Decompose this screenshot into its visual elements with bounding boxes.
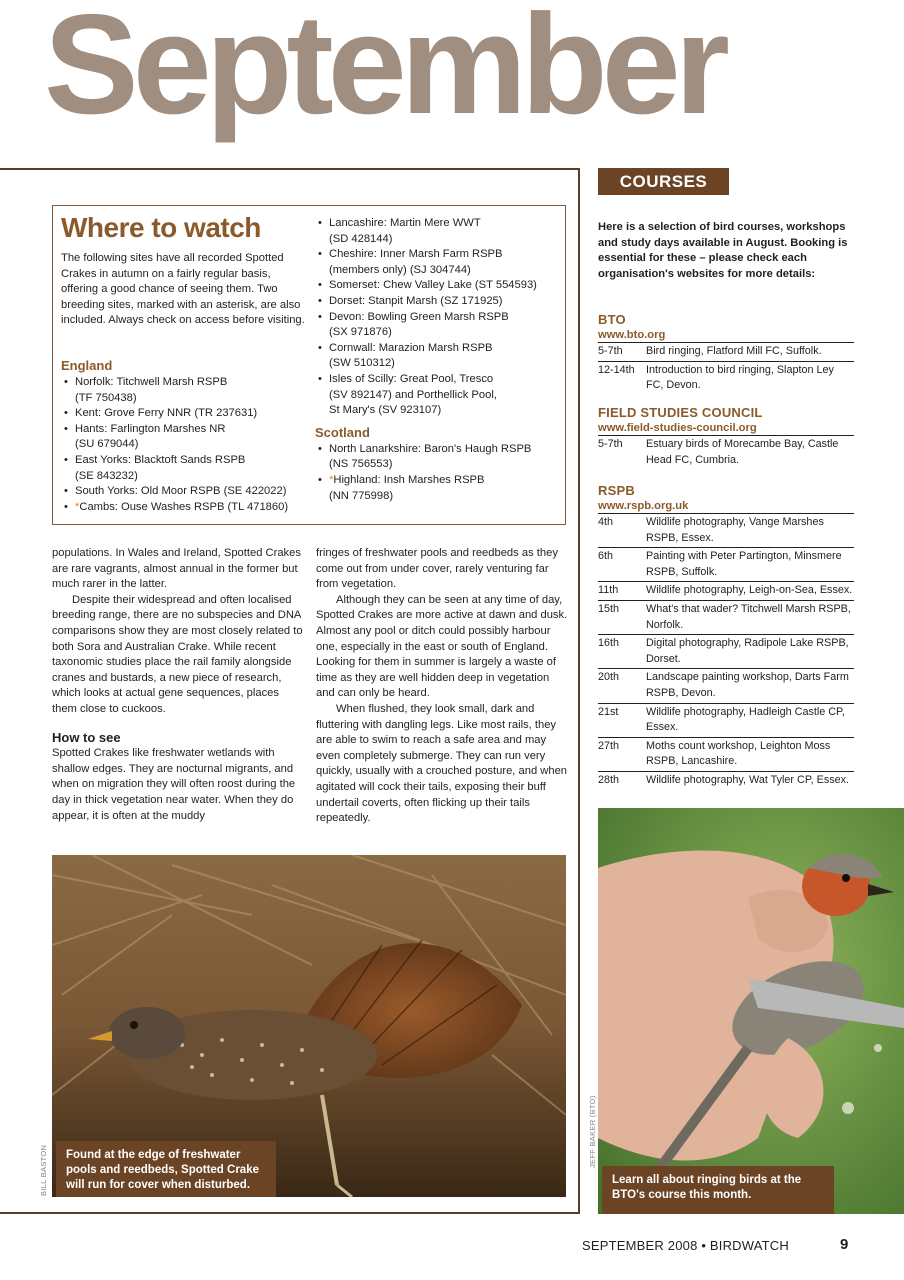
article-paragraph: populations. In Wales and Ireland, Spotted Crakes are rare vagrants, almost annual in the former but much rarer in the latter. xyxy=(52,547,301,591)
england-site-list xyxy=(61,375,311,515)
article-paragraph: Spotted Crakes like freshwater wetlands with shallow edges. They are nocturnal migrants, and when on migration they will often roost during the day in thick vegetation near water. When they do appear, it is often at the muddy xyxy=(52,747,296,822)
site-item: • Cheshire: Inner Marsh Farm RSPB (members only) (SJ 304744) xyxy=(315,247,563,278)
org-url-link[interactable]: www.rspb.org.uk xyxy=(598,500,854,514)
site-item: • Somerset: Chew Valley Lake (ST 554593) xyxy=(315,278,563,294)
course-row: 15th What's that wader? Titchwell Marsh RSPB, Norfolk. xyxy=(598,601,854,635)
footer-issue-label: SEPTEMBER 2008 • BIRDWATCH xyxy=(582,1238,789,1253)
site-item: • Norfolk: Titchwell Marsh RSPB (TF 750438) xyxy=(61,375,311,406)
england-section xyxy=(61,358,311,515)
scotland-site-list xyxy=(315,442,563,504)
england-heading: England xyxy=(61,358,113,373)
course-row: 6th Painting with Peter Partington, Minsmere RSPB, Suffolk. xyxy=(598,548,854,582)
spotted-crake-caption: Found at the edge of freshwater pools and reedbeds, Spotted Crake will run for cover when disturbed. xyxy=(56,1141,276,1197)
article-paragraph: When flushed, they look small, dark and fluttering with dangling legs. Like most rails, they are able to swim to reach a safe area and may even completely submerge. They can run very quickly, usually with a crouched posture, and when agitated will cock their tails, exposing their buff undertail coverts, often flicking up their tails repeatedly. xyxy=(316,702,568,825)
site-item: • Lancashire: Martin Mere WWT (SD 428144) xyxy=(315,216,563,247)
site-item: • Devon: Bowling Green Marsh RSPB (SX 971876) xyxy=(315,310,563,341)
site-item: • Isles of Scilly: Great Pool, Tresco (SV 892147) and Porthellick Pool, St Mary's (SV 923107) xyxy=(315,372,563,419)
where-to-watch-title: Where to watch xyxy=(61,212,261,243)
org-name: RSPB xyxy=(598,483,635,498)
course-row: 5-7th Estuary birds of Morecambe Bay, Castle Head FC, Cumbria. xyxy=(598,438,839,466)
site-item-breeding: • *Highland: Insh Marshes RSPB (NN 775998) xyxy=(315,473,563,504)
scotland-section xyxy=(315,425,563,504)
where-to-watch-intro: The following sites have all recorded Spotted Crakes in autumn on a fairly regular basis, offering a good chance of seeing them. Two breeding sites, marked with an asterisk, are also included. Always check on access before visiting. xyxy=(61,252,305,327)
other-england-and-scotland-section xyxy=(315,216,563,504)
course-org-bto xyxy=(598,312,854,395)
article-paragraph: Although they can be seen at any time of day, Spotted Crakes are more active at dawn and dusk. Almost any pool or ditch could possibly harbour one, especially in the east or south of England. Looking for them in summer is largely a waste of time as they are well hidden deep in vegetation and can only be heard. xyxy=(316,593,568,700)
article-column-1 xyxy=(52,546,304,824)
course-row: 11th Wildlife photography, Leigh-on-Sea, Essex. xyxy=(598,582,854,601)
course-row: 12-14th Introduction to bird ringing, Slapton Ley FC, Devon. xyxy=(598,363,834,392)
where-to-watch-box xyxy=(52,205,566,525)
site-item: • Hants: Farlington Marshes NR (SU 679044) xyxy=(61,422,311,453)
org-name: BTO xyxy=(598,312,626,327)
course-row: 21st Wildlife photography, Hadleigh Castle CP, Essex. xyxy=(598,704,854,738)
course-org-rspb xyxy=(598,483,854,790)
courses-heading: COURSES xyxy=(598,168,729,195)
how-to-see-heading: How to see xyxy=(52,729,121,745)
course-row: 28th Wildlife photography, Wat Tyler CP, Essex. xyxy=(598,773,850,786)
course-row: 20th Landscape painting workshop, Darts Farm RSPB, Devon. xyxy=(598,669,854,703)
site-item: • North Lanarkshire: Baron's Haugh RSPB (NS 756553) xyxy=(315,442,563,473)
site-item-breeding: • *Cambs: Ouse Washes RSPB (TL 471860) xyxy=(61,500,311,516)
article-column-2 xyxy=(316,546,568,827)
site-item: • Dorset: Stanpit Marsh (SZ 171925) xyxy=(315,294,563,310)
page-number: 9 xyxy=(840,1236,849,1253)
asterisk-marker: * xyxy=(329,473,334,486)
photo-credit-jeff-baker: JEFF BAKER (BTO) xyxy=(588,1095,597,1168)
org-url-link[interactable]: www.bto.org xyxy=(598,329,854,343)
course-org-fsc xyxy=(598,405,854,469)
masthead-title: September xyxy=(44,0,724,144)
robin-ringing-caption: Learn all about ringing birds at the BTO's course this month. xyxy=(602,1166,834,1214)
course-row: 16th Digital photography, Radipole Lake RSPB, Dorset. xyxy=(598,635,854,669)
org-name: FIELD STUDIES COUNCIL xyxy=(598,405,763,420)
photo-credit-bill-baston: BILL BASTON xyxy=(39,1144,48,1196)
asterisk-marker: * xyxy=(75,500,80,513)
course-row: 5-7th Bird ringing, Flatford Mill FC, Suffolk. xyxy=(598,343,854,362)
article-paragraph: fringes of freshwater pools and reedbeds as they come out from under cover, rarely venturing far from vegetation. xyxy=(316,547,558,591)
robin-in-hand-illustration xyxy=(598,808,904,1214)
site-item: • East Yorks: Blacktoft Sands RSPB (SE 843232) xyxy=(61,453,311,484)
more-england-site-list xyxy=(315,216,563,419)
site-item: • South Yorks: Old Moor RSPB (SE 422022) xyxy=(61,484,311,500)
course-row: 27th Moths count workshop, Leighton Moss RSPB, Lancashire. xyxy=(598,738,854,772)
courses-intro: Here is a selection of bird courses, workshops and study days available in August. Booking is essential for these – please check each organisation's websites for more details: xyxy=(598,221,848,280)
site-item: • Kent: Grove Ferry NNR (TR 237631) xyxy=(61,406,311,422)
site-item: • Cornwall: Marazion Marsh RSPB (SW 510312) xyxy=(315,341,563,372)
course-row: 4th Wildlife photography, Vange Marshes RSPB, Essex. xyxy=(598,514,854,548)
article-paragraph: Despite their widespread and often localised breeding range, there are no subspecies and DNA comparisons show they are most closely related to both Sora and Australian Crake. While recent taxonomic studies place the rail family alongside cranes and bustards, a new piece of research, which looks at actual gene sequences, places them close to cuckoos. xyxy=(52,593,303,715)
scotland-heading: Scotland xyxy=(315,424,370,440)
robin-ringing-photo xyxy=(598,808,904,1214)
org-url-link[interactable]: www.field-studies-council.org xyxy=(598,422,854,436)
